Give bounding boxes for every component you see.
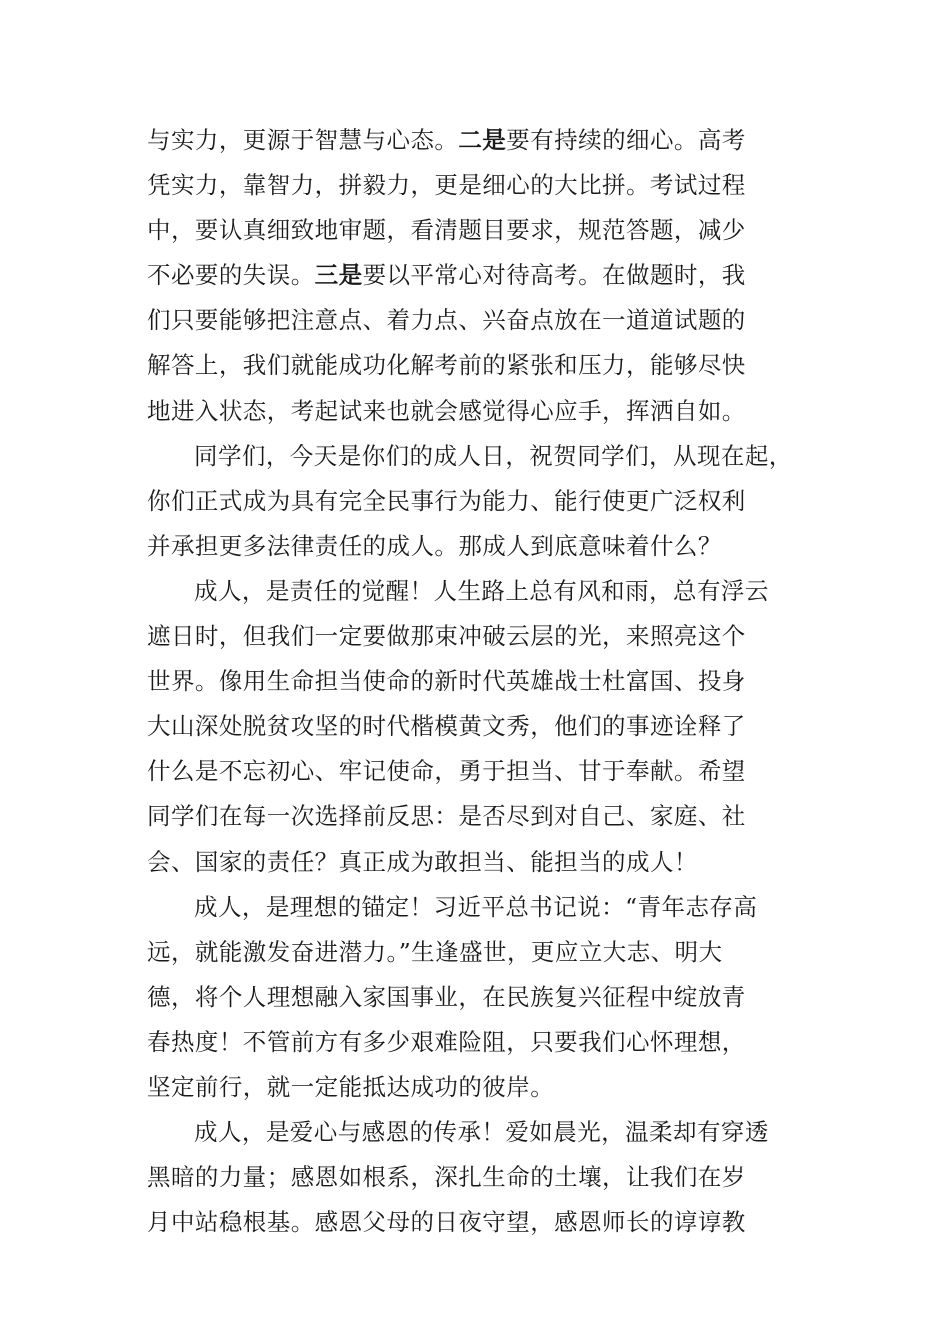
text-segment: 月中站稳根基。感恩父母的日夜守望，感恩师长的谆谆教 [147,1208,746,1237]
text-line [147,1065,807,1110]
text-segment: 同学们，今天是你们的成人日，祝贺同学们，从现在起， [194,441,793,470]
text-line [147,659,807,704]
text-line [147,1110,807,1155]
text-segment: 解答上，我们就能成功化解考前的紧张和压力，能够尽快 [147,351,746,380]
text-line [147,298,807,343]
text-line [147,614,807,659]
text-segment: 中，要认真细致地审题，看清题目要求，规范答题，减少 [147,216,746,245]
text-line [147,704,807,749]
text-segment: 德，将个人理想融入家国事业，在民族复兴征程中绽放青 [147,982,746,1011]
text-line [147,1200,807,1245]
text-line [147,343,807,388]
text-line [147,930,807,975]
text-segment: 世界。像用生命担当使命的新时代英雄战士杜富国、投身 [147,667,746,696]
text-line [147,253,807,298]
text-segment: 你们正式成为具有完全民事行为能力、能行使更广泛权利 [147,486,746,515]
document-body [147,118,807,1245]
text-line [147,840,807,885]
text-line [147,1020,807,1065]
text-segment: 黑暗的力量；感恩如根系，深扎生命的土壤，让我们在岁 [147,1163,746,1192]
text-segment: 凭实力，靠智力，拼毅力，更是细心的大比拼。考试过程 [147,171,746,200]
text-line [147,569,807,614]
text-line [147,434,807,479]
text-segment: 要有持续的细心。高考 [506,126,746,154]
text-segment: 成人，是爱心与感恩的传承！爱如晨光，温柔却有穿透 [194,1118,769,1147]
text-segment: 远，就能激发奋进潜力。”生逢盛世，更应立大志、明大 [147,937,723,966]
text-segment: 们只要能够把注意点、着力点、兴奋点放在一道道试题的 [147,306,746,335]
text-segment: 成人，是责任的觉醒！人生路上总有风和雨，总有浮云 [194,576,769,605]
bold-text-segment: 二是 [458,126,507,154]
text-line [147,794,807,839]
text-line [147,163,807,208]
text-line [147,975,807,1020]
text-line [147,479,807,524]
text-segment: 同学们在每一次选择前反思：是否尽到对自己、家庭、社 [147,802,746,831]
text-segment: 大山深处脱贫攻坚的时代楷模黄文秀，他们的事迹诠释了 [147,712,746,741]
bold-text-segment: 三是 [314,261,363,290]
text-line [147,1155,807,1200]
text-segment: 与实力，更源于智慧与心态。 [147,126,459,154]
text-line [147,524,807,569]
text-segment: 什么是不忘初心、牢记使命，勇于担当、甘于奉献。希望 [147,757,746,786]
text-segment: 会、国家的责任？真正成为敢担当、能担当的成人！ [147,847,698,876]
text-segment: 遮日时，但我们一定要做那束冲破云层的光，来照亮这个 [147,622,746,651]
text-segment: 春热度！不管前方有多少艰难险阻，只要我们心怀理想， [147,1027,746,1056]
text-line [147,885,807,930]
text-segment: 坚定前行，就一定能抵达成功的彼岸。 [147,1072,555,1101]
text-line [147,118,807,163]
text-segment: 不必要的失误。 [147,261,315,290]
text-segment: 地进入状态，考起试来也就会感觉得心应手，挥洒自如。 [147,396,746,425]
text-line [147,389,807,434]
text-segment: 成人，是理想的锚定！习近平总书记说：“青年志存高 [194,892,758,921]
text-segment: 要以平常心对待高考。在做题时，我 [362,261,746,290]
text-line [147,749,807,794]
text-line [147,208,807,253]
text-segment: 并承担更多法律责任的成人。那成人到底意味着什么？ [147,531,722,560]
